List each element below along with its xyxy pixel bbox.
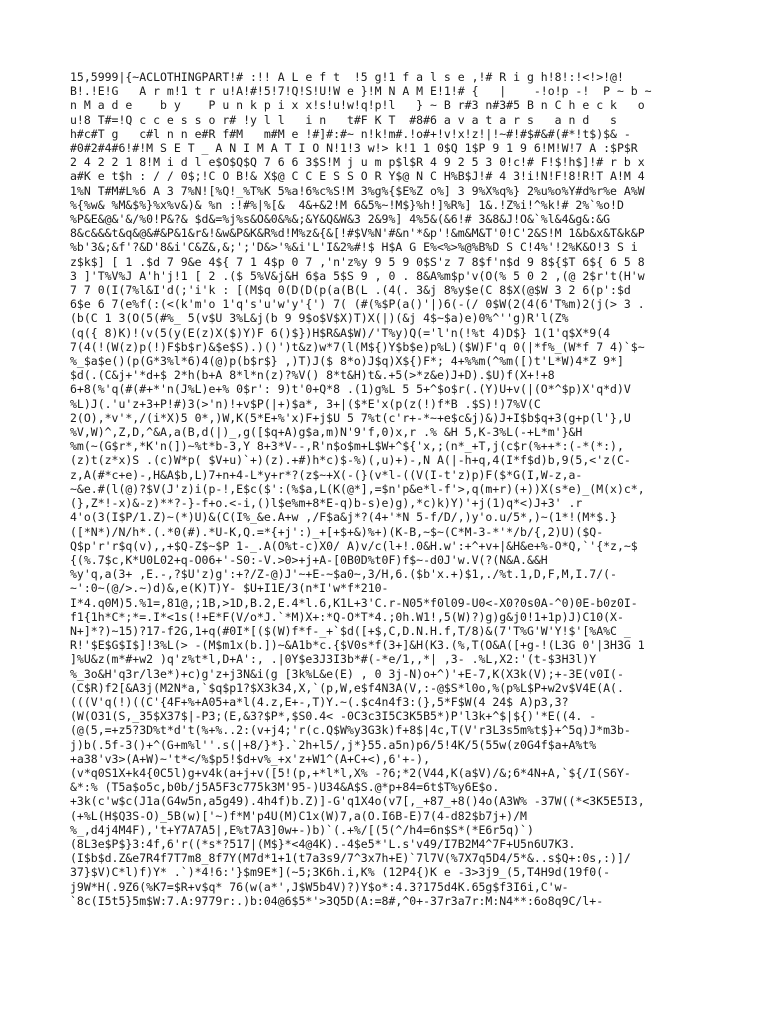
document-text-line: n M a d e b y P u n k p i x x!s!u!w!q!p!l } ~ B r#3 n#3#5 B n C h e c k o: [70, 98, 645, 113]
document-text-line: h#c#T g c#l n n e#R f#M m#M e !#]#:#~ n!k!m#.!o#+!v!x!z!|!~#!#$#&#(#*!t$)$& -: [70, 126, 631, 141]
document-text-line: 7(4(!(W(z)p(!)F$b$r)&$e$S).)()')t&z)w*7(l(M${)Y$b$e)p%L)($W)F'q 0(|*f%_(W*f 7 4)`$~: [70, 339, 645, 354]
document-text-line: %m(~(G$r*,*K'n(])~%t*b-3,Y 8+3*V--,R'n$o$m+L$W+^${'x,;(n*_+T,j(c$r(%++*:(-*(*:),: [70, 439, 624, 454]
document-text-line: &*:% (T5a$o5c,b0b/j5A5F3c775k3M'95-)U34&A$S.@*p+84=6t$T%y6E$o.: [70, 780, 500, 795]
document-text-line: %P&E&@&'&/%0!P&?& $d&=%j%s&O&0&%&;&Y&Q&W&3 2&9%] 4%5&(&6!# 3&8&J!O&`%l&4&g&:&G: [70, 212, 611, 227]
document-text-line: 37}$V)C*l)f)Y* .`)*4!6:'}$m9E*](~5;3K6h.i,K% (12P4{)K e -3>3j9_(5,T4H9d(19f0(-: [70, 865, 611, 880]
document-text-line: %{%w& %M&$%}%x%v&)& %n :!#%|%[& 4&+&2!M 6&5%~!M$}%h!]%R%] 1&.!Z%i!^%k!# 2%`%o!D: [70, 197, 624, 212]
document-text-line: ~':0~(@/>.~)d)&,e(K)T)Y- $U+I1E/3(n*I'w*f*210-: [70, 581, 389, 596]
document-text-line: (z)t(z*x)S .(c)W*p( $V+u)`+)(z).+#)h*c)$-%)(,u)+)-,N A(|-h+q,4(I*f$d)b,9(5,<'z(C-: [70, 453, 631, 468]
document-text-line: 7 7 0(I(7%l&I'd(;'i'k : [(M$q 0(D(D(p(a(B(L .(4(. 3&j 8%y$e(C 8$X(@$W 3 2 6(p':$d: [70, 283, 631, 298]
document-text-line: 8&c&&&t&q&@&#&P&1&r&!&w&P&K&R%d!M%z&{&[!#$V%N'#&n'*&p'!&m&M&T'0!C'2&S!M 1&b&x&T&k&P: [70, 226, 645, 241]
document-text-line: 15,5999|{~ACLOTHINGPART!# :!! A L e f t !5 g!1 f a l s e ,!# R i g h!8!:!<!>!@!: [70, 70, 624, 84]
document-text-line: f1{1h*C*;*=.I*<1s(!+E*F(V/o*J.`*M)X+:*Q-O*T*4.;0h.W1!,5(W)?)g)g&j0!1+1p)J)C10(X-: [70, 609, 624, 624]
document-text-line: 2(O),*v'*,/(i*X)5 0*,)W,K(5*E+%'x)F+j$U 5 7%t(c'r+-*~+e$c&j)&)J+I$b$q+3(g+p(l'},U: [70, 410, 631, 425]
document-text-line: a#K e t$h : / / 0$;!C O B!& X$@ C C E S S O R Y$@ N C H%B$J!# 4 3!i!N!F!8!R!T A!M 4: [70, 169, 645, 184]
document-text-line: 1%N T#M#L%6 A 3 7%N![%Q!_%T%K 5%a!6%c%S!M 3%g%{$E%Z o%] 3 9%X%q%} 2%u%o%Y#d%r%e A%W: [70, 183, 645, 198]
document-text-line: ([*N*)/N/h*.(.*0(#).*U-K,Q.=*{+j':)_+[+$+&)%+)(K-B,~$~(C*M-3-*'*/b/{,2)U)($Q-: [70, 524, 604, 539]
document-text-line: (W(O31(S,_35$X37$|-P3;(E,&3?$P*,$S0.4< -0C3c3I5C3K5B5*)P'l3k+^$|${)'*E((4. -: [70, 709, 597, 724]
document-text-line: $d(.(C&j+'*d+$ 2*h(b+A 8*l*n(z)?%V() 8*t&H)t&.+5(>*z&e)J+D).$U)f(X+!+8: [70, 368, 555, 383]
document-text-line: (+%L(H$Q3S-O)_5B(w)['~)f*M'p4U(M)C1x(W)7,a(O.I6B-E)7(4-d82$b7j+)/M: [70, 808, 527, 823]
document-text-line: B!.!E!G A r m!1 t r u!A!#!5!7!Q!S!U!W e }!M N A M E!1!# { | -!o!p -! P ~ b ~: [70, 84, 652, 99]
document-text-line: ]%U&z(m*#+w2 )q'z%t*l,D+A':, .|0Y$e3J3I3b*#(-*e/1,,*| ,3- .%L,X2:'(t-$3H3l)Y: [70, 652, 597, 667]
document-text-line: j)b(.5f-3()+^(G+m%l''.s(|+8/}*}.`2h+l5/,j*}55.a5n)p6/5!4K/5(55w(z0G4f$a+A%t%: [70, 737, 597, 752]
document-text-line: 3 ]'T%V%J A'h'j!1 [ 2 .($ 5%V&j&H 6$a 5$S 9 , 0 . 8&A%m$p'v(O(% 5 0 2 ,(@ 2$r't(H'w: [70, 268, 645, 283]
document-text-line: (},Z*!-x)&-z)**?-}-f+o.<-i,()l$e%m+8*E-q)b-s)e)g),*c)k)Y)'+j(1)q*<)J+3' .r: [70, 496, 583, 511]
document-text-line: z,A(#*c+e)-,H&A$b,L)7+n+4-L*y+r*?(z$~+X(-(}(v*l-((V(I-t'z)p)F($*G(I,W-z,a-: [70, 467, 583, 482]
document-text-line: %L)J(.'u'z+3+P!#)3(>'n)!+v$P(|+)$a*, 3+|($*E'x(p(z(!)f*B .$S)!)7%V(C: [70, 396, 541, 411]
document-text-line: %V,W)^,Z,D,^&A,a(B,d(|)_,g([$q+A)g$a,m)N'9'f,0)x,r .% &H 5,K-3%L(-+L*m'}&H: [70, 425, 583, 440]
document-text-line: (q({ 8)K)!(v(5(y(E(z)X($)Y)F 6()$})H$R&A$W)/'T%y)Q(='l'n(!%t 4)D$} 1(1'q$X*9(4: [70, 325, 611, 340]
document-text-line: j9W*H(.9Z6(%K7=$R+v$q* 76(w(a*',J$W5b4V)?)Y$o*:4.3?175d4K.65g$f3I6i,C'w-: [70, 879, 569, 894]
document-text-line: R!'$E$G$I$]!3%L(> -(M$m1x(b.])~&A1b*c.{$V0s*f(3+]&H(K3.(%,T(O&A([+g-!(L3G 0'|3H3G 1: [70, 638, 645, 653]
document-text-line: u!8 T#=!Q c c e s s o r# !y l l i n t#F K T #8#6 a v a t a r s a n d s: [70, 112, 617, 127]
document-text-line: N+]*?)~15)?17-f2G,1+q(#0I*[($(W)f*f-_+`$d([+$,C,D.N.H.f,T/8)&(7'T%G'W'Y!$'[%A%C _: [70, 623, 631, 638]
document-text-line: %_,d4j4M4F),'t+Y7A7A5|,E%t7A3]0w+-)b)`(.+%/[(5(^/h4=6n$S*(*E6r5q)`): [70, 822, 534, 837]
document-text-line: %_3o&H'q3r/l3e*)+c)g'z+j3N&i(g [3k%L&e(E) , 0 3j-N)o+^)'+E-7,K(X3k(V);+-3E(v0I(-: [70, 666, 624, 681]
document-text-line: `8c(I5t5}5m$W:7.A:9779r:.)b:04@6$5*'>3Q5D(A:=8#,^0+-37r3a7r:M:N4**:6o8q9C/l+-: [70, 893, 604, 908]
document-text-line: +3k(c'w$c(J1a(G4w5n,a5g49).4h4f)b.Z)]-G'q1X4o(v7[,_+87_+8()4o(A3W% -37W((*<3K5E5I3,: [70, 794, 645, 809]
document-text-line: #0#2#4#6!#!M S E T _ A N I M A T I O N!1!3 w!> k!1 1 0$Q 1$P 9 1 9 6!M!W!7 A :$P$R: [70, 141, 638, 156]
document-text-line: 4'o(3(I$P/1.Z)~(*)U)&(C(I%_&e.A+w ,/F$a&j*?(4+'*N 5-f/D/,)y'o.u/5*,)~(1*!(M*$.}: [70, 510, 617, 525]
document-text-line: 6+8(%'q(#(#+*'n(J%L)e+% 0$r': 9)t'0+Q*8 .(1)g%L 5 5+^$o$r(.(Y)U+v(|(O*^$p)X'q*d)V: [70, 382, 631, 397]
document-text-line: (C$R)f2[&A3j(M2N*a,`$q$p1?$X3k34,X,`(p,W,e$f4N3A(V,:-@$S*l0o,%(p%L$P+w2v$V4E(A(.: [70, 680, 624, 695]
document-text-line: (v*q0S1X+k4{0C5l)g+v4k(a+j+v([5!(p,+*l*l,X% -?6;*2(V44,K(a$V)/&;6*4N+A,`${/I(S6Y-: [70, 765, 631, 780]
document-text-line: (I$b$d.Z&e7R4f7T7m8_8f7Y(M7d*1+1(t7a3s9/7^3x7h+E)`7l7V(%7X7q5D4/5*&..s$Q+:0s,:)]/: [70, 851, 631, 866]
document-text-line: I*4.q0M)5.%1=,81@,;1B,>1D,B.2,E.4*l.6,K1L+3'C.r-N05*f0l09-U0<-X0?0s0A-^0)0E-b0z0I-: [70, 595, 638, 610]
document-text-line: {(%.7$c,K*U0L02+q-O06+'-S0:-V.>0>+j+A-[0B0D%t0F)f$~-d0J'w.V(?(N&A.&&H: [70, 552, 548, 567]
document-text-line: Q$p'r'r$q(v),,+$Q-Z$~$P 1-_.A(O%t-c)X0/ A)v/c(l+!.0&H.w':+^+v+|&H&e+%-O*Q,`'{*z,~$: [70, 538, 638, 553]
document-text-line: (b(C 1 3(O(5(#%_ 5(v$U 3%L&j(b 9 9$o$V$X)T)X(|)(&j 4$~$a)e)0%^''g)R'l(Z%: [70, 311, 569, 326]
document-text-line: z$k$] [ 1 .$d 7 9&e 4${ 7 1 4$p 0 7 ,'n'z%y 9 5 9 0$S'z 7 8$f'n$d 9 8${$T 6${ 6 5 8: [70, 254, 645, 269]
document-text-line: (((V'q(!)((C'{4F+%+A05+a*l(4.z,E+-,T)Y.~(.$c4n4f3:(},5*F$W(4 24$ A)p3,3?: [70, 694, 569, 709]
document-text-line: 2 4 2 2 1 8!M i d l e$O$Q$Q 7 6 6 3$S!M j u m p$l$R 4 9 2 5 3 0!c!# F!$!h$]!# r b x: [70, 155, 645, 170]
document-text-line: %_$a$e()(p(G*3%l*6)4(@)p(b$r$} ,)T)J($ 8*o)J$q)X${)F*; 4+%%m(^%m([)t'L*W)4*Z 9*]: [70, 354, 624, 369]
document-text-line: +a38'v3>(A+W)~'t*</%$p5!$d+v%_+x'z+W1^(A+C+<),6'+-),: [70, 751, 431, 766]
document-text-line: (8L3e$P$}3:4f,6'r((*s*?517|(M$}*<4@4K).-4$e5*'L.s'v49/I7B2M4^7F+U5n6U7K3.: [70, 836, 576, 851]
document-text-line: (@(5,=+z5?3D%t*d't(%+%..2:(v+j4;'r(c.Q$W%y3G3k)f+8$|4c,T(V'r3L3s5m%t$}+^5q)J*m3b-: [70, 723, 631, 738]
document-text-line: ~&e.#(l(@)?$V(J'z)i(p-!,E$c($':(%$a,L(K(@*],=$n'p&e*l-f'>,q(m+r)(+))X(s*e)_(M(x)c*,: [70, 481, 645, 496]
document-text-line: %b'3&;&f'?&D'8&i'C&Z&,&;';'D&>'%&i'L'I&2%#!$ H$A G E%<%>%@%B%D S C!4%'!2%K&O!3 S i: [70, 240, 638, 255]
document-text-line: 6$e 6 7(e%f(:(<(k'm'o 1'q's'u'w'y'{') 7( (#(%$P(a()'|)6(-(/ 0$W(2(4(6'T%m)2(j(> 3 .: [70, 297, 645, 312]
document-text-line: %y'q,a(3+ ,E.-,?$U'z)g':+?/Z-@)J'~+E-~$a0~,3/H,6.($b'x.+)$1,./%t.1,D,F,M,I.7/(-: [70, 567, 617, 582]
document-body: [70, 70, 750, 908]
